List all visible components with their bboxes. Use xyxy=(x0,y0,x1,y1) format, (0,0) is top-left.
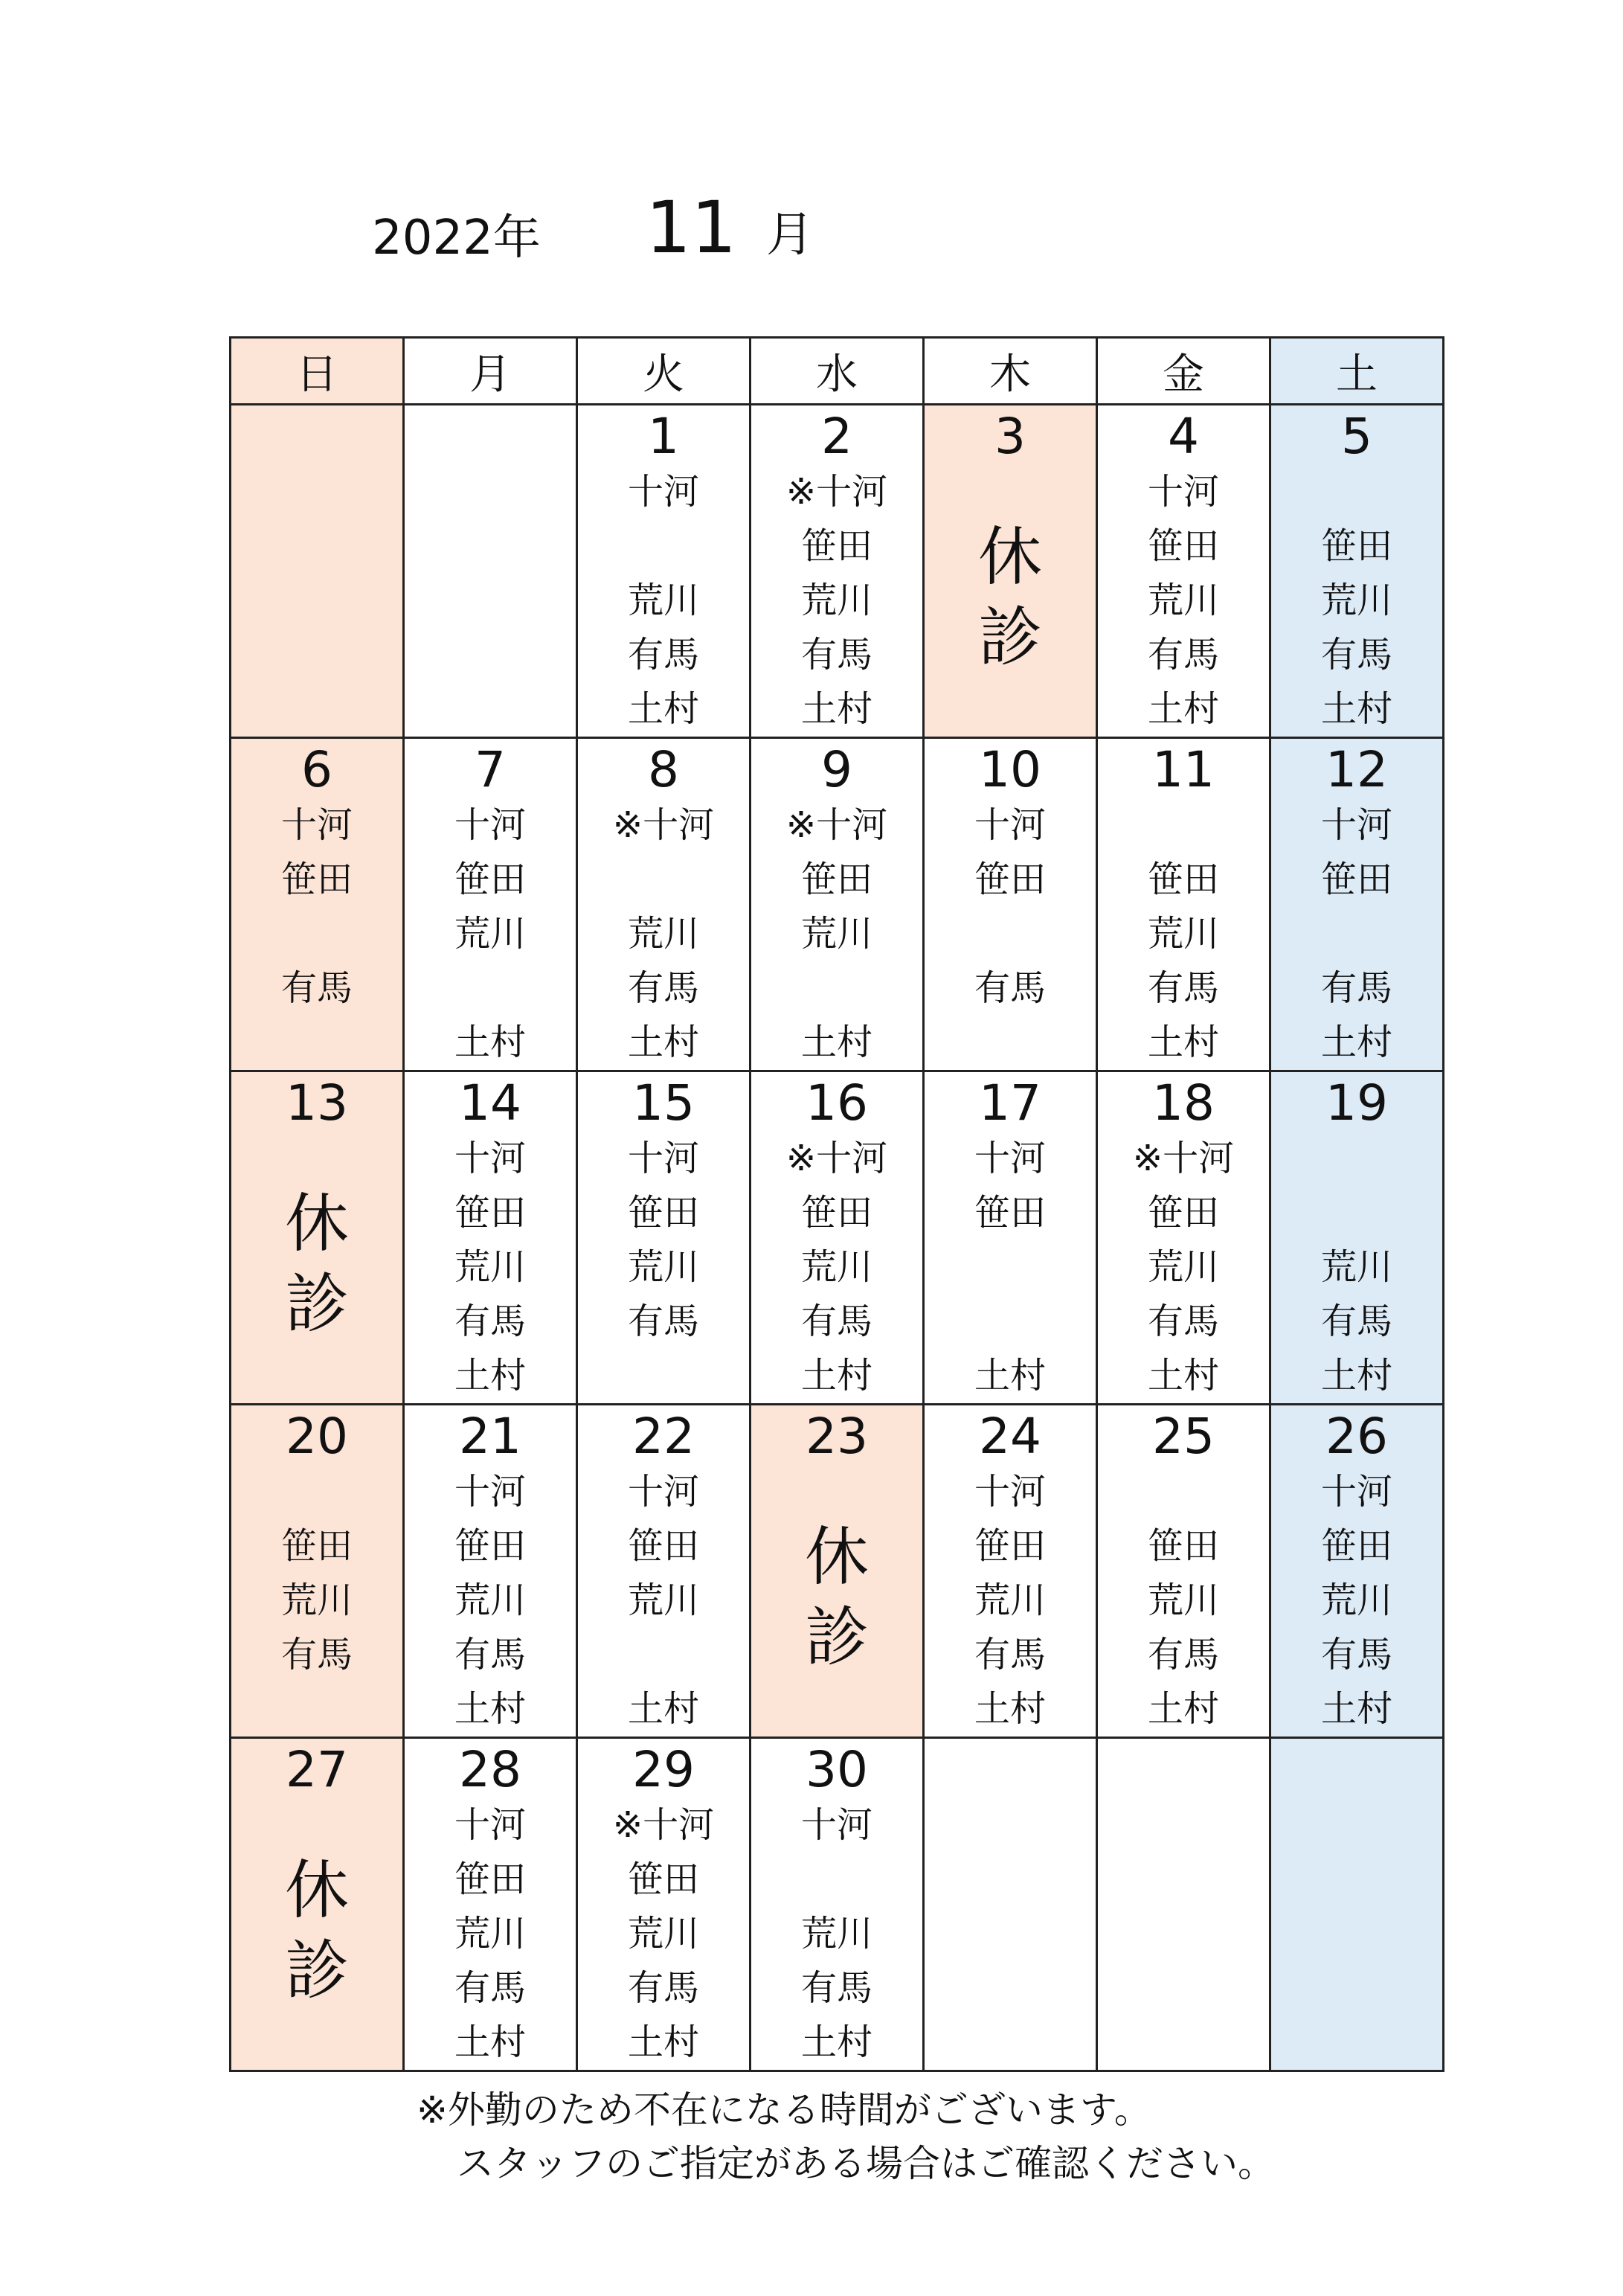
staff-name: 十河 xyxy=(454,1471,526,1513)
calendar-table xyxy=(229,336,1444,2072)
staff-name: 笹田 xyxy=(974,1525,1046,1567)
day-number: 4 xyxy=(1168,408,1199,465)
staff-name: 荒川 xyxy=(454,1913,526,1955)
staff-name: ※十河 xyxy=(785,804,888,846)
day-number: 7 xyxy=(475,741,506,798)
day-cell xyxy=(751,738,924,1071)
staff-name: 有馬 xyxy=(627,634,699,676)
day-cell xyxy=(231,405,404,738)
weekday-thursday: 木 xyxy=(924,338,1097,405)
week-row xyxy=(231,738,1444,1071)
staff-name: 土村 xyxy=(1147,1355,1219,1396)
day-cell xyxy=(231,1405,404,1738)
closed-char: 診 xyxy=(805,1600,869,1675)
staff-name: 有馬 xyxy=(454,1301,526,1342)
weekday-friday: 金 xyxy=(1097,338,1270,405)
week-row xyxy=(231,1405,1444,1738)
staff-name: 荒川 xyxy=(627,580,699,621)
staff-name: 有馬 xyxy=(627,967,699,1009)
weekday-wednesday: 水 xyxy=(751,338,924,405)
closed-char: 休 xyxy=(285,1187,349,1261)
day-number: 19 xyxy=(1325,1074,1388,1132)
staff-name: 有馬 xyxy=(454,1967,526,2009)
staff-name: 荒川 xyxy=(627,1246,699,1288)
staff-name: 荒川 xyxy=(974,1580,1046,1621)
staff-name: 笹田 xyxy=(974,1192,1046,1234)
staff-name: 笹田 xyxy=(1320,525,1392,567)
day-cell xyxy=(751,1405,924,1738)
footnote xyxy=(417,2083,1275,2190)
staff-name: 笹田 xyxy=(280,1525,353,1567)
staff-name: 十河 xyxy=(974,1138,1046,1179)
staff-name: 有馬 xyxy=(627,1967,699,2009)
staff-name: 土村 xyxy=(1147,688,1219,730)
staff-name: 土村 xyxy=(1320,1355,1392,1396)
closed-char: 休 xyxy=(285,1853,349,1928)
day-number: 30 xyxy=(806,1741,868,1798)
day-number: 10 xyxy=(979,741,1041,798)
staff-name: 土村 xyxy=(1320,688,1392,730)
staff-name: 荒川 xyxy=(1320,580,1392,621)
staff-name: 有馬 xyxy=(1147,967,1219,1009)
staff-name: 笹田 xyxy=(627,1859,699,1900)
day-cell xyxy=(1270,405,1444,738)
staff-name: 土村 xyxy=(800,2021,872,2063)
staff-name: 十河 xyxy=(627,471,699,513)
staff-name: 有馬 xyxy=(1147,1634,1219,1675)
staff-name xyxy=(1271,1132,1442,1186)
closed-label xyxy=(231,1184,402,1344)
staff-name: 十河 xyxy=(1320,804,1392,846)
staff-name: ※十河 xyxy=(785,471,888,513)
day-number: 16 xyxy=(806,1074,868,1132)
staff-name: 十河 xyxy=(800,1804,872,1846)
day-number: 11 xyxy=(1152,741,1215,798)
day-number: 2 xyxy=(821,408,852,465)
day-cell xyxy=(1097,405,1270,738)
staff-name xyxy=(578,1628,749,1682)
staff-name: 有馬 xyxy=(280,1634,353,1675)
day-cell xyxy=(231,738,404,1071)
staff-name: 有馬 xyxy=(974,1634,1046,1675)
day-cell xyxy=(231,1738,404,2071)
staff-name: ※十河 xyxy=(1132,1138,1235,1179)
staff-name: 笹田 xyxy=(800,1192,872,1234)
closed-label xyxy=(751,1517,922,1678)
staff-name xyxy=(1098,798,1269,853)
day-cell xyxy=(924,1405,1097,1738)
staff-name: 笹田 xyxy=(454,1859,526,1900)
staff-name xyxy=(751,1853,922,1907)
day-number: 17 xyxy=(979,1074,1041,1132)
staff-name xyxy=(231,1465,402,1519)
staff-name: ※十河 xyxy=(612,1804,715,1846)
staff-name: 笹田 xyxy=(1320,859,1392,900)
closed-label xyxy=(925,517,1096,678)
staff-name: ※十河 xyxy=(612,804,715,846)
staff-name: 土村 xyxy=(454,1022,526,1063)
day-number: 26 xyxy=(1325,1408,1388,1465)
staff-name xyxy=(751,961,922,1016)
day-cell xyxy=(404,1405,577,1738)
weekday-saturday: 土 xyxy=(1270,338,1444,405)
staff-name: 笹田 xyxy=(1320,1525,1392,1567)
closed-char: 休 xyxy=(805,1520,869,1594)
staff-name: 土村 xyxy=(627,1022,699,1063)
day-number: 28 xyxy=(459,1741,521,1798)
weekday-header-row xyxy=(231,338,1444,405)
staff-name: 笹田 xyxy=(280,859,353,900)
staff-name: 有馬 xyxy=(280,967,353,1009)
staff-name: 土村 xyxy=(1320,1688,1392,1730)
staff-name xyxy=(925,1240,1096,1295)
staff-name: 十河 xyxy=(280,804,353,846)
staff-name: 荒川 xyxy=(1147,1246,1219,1288)
staff-name xyxy=(231,1016,402,1070)
staff-name xyxy=(578,853,749,907)
staff-name: 荒川 xyxy=(1320,1246,1392,1288)
week-row xyxy=(231,1738,1444,2071)
day-cell xyxy=(1097,738,1270,1071)
staff-name xyxy=(1271,1186,1442,1240)
staff-name: 有馬 xyxy=(1320,634,1392,676)
day-cell xyxy=(404,1071,577,1405)
staff-name: 笹田 xyxy=(454,1525,526,1567)
day-cell xyxy=(577,1738,751,2071)
staff-name: 土村 xyxy=(974,1355,1046,1396)
staff-name: 土村 xyxy=(454,1688,526,1730)
staff-name xyxy=(578,1349,749,1403)
title-year: 2022年 xyxy=(372,211,541,266)
staff-name xyxy=(405,961,576,1016)
day-cell xyxy=(1097,1738,1270,2071)
staff-name: 有馬 xyxy=(1320,967,1392,1009)
staff-name: 笹田 xyxy=(800,859,872,900)
staff-name: 笹田 xyxy=(454,1192,526,1234)
day-number: 5 xyxy=(1341,408,1372,465)
staff-name: 土村 xyxy=(627,2021,699,2063)
staff-name: 笹田 xyxy=(454,859,526,900)
staff-name: 荒川 xyxy=(800,913,872,955)
staff-name: 土村 xyxy=(1320,1022,1392,1063)
day-number: 29 xyxy=(632,1741,695,1798)
closed-char: 休 xyxy=(978,520,1042,594)
day-cell xyxy=(1270,1071,1444,1405)
weekday-monday: 月 xyxy=(404,338,577,405)
day-number: 8 xyxy=(648,741,679,798)
day-number: 22 xyxy=(632,1408,695,1465)
day-number: 14 xyxy=(459,1074,521,1132)
day-cell xyxy=(577,738,751,1071)
staff-name: 土村 xyxy=(800,1355,872,1396)
day-cell xyxy=(924,405,1097,738)
staff-name xyxy=(925,1295,1096,1349)
footnote-line-2: スタッフのご指定がある場合はご確認ください。 xyxy=(457,2142,1275,2185)
staff-name: 十河 xyxy=(454,1138,526,1179)
staff-name: ※十河 xyxy=(785,1138,888,1179)
staff-name: 十河 xyxy=(1147,471,1219,513)
day-number: 24 xyxy=(979,1408,1041,1465)
day-cell xyxy=(1097,1071,1270,1405)
staff-name: 十河 xyxy=(974,804,1046,846)
weekday-sunday: 日 xyxy=(231,338,404,405)
staff-name: 笹田 xyxy=(800,525,872,567)
staff-name: 荒川 xyxy=(800,1913,872,1955)
staff-name xyxy=(1098,1465,1269,1519)
staff-name: 土村 xyxy=(1147,1022,1219,1063)
staff-name: 荒川 xyxy=(627,1913,699,1955)
staff-name: 土村 xyxy=(627,1688,699,1730)
day-cell xyxy=(751,1738,924,2071)
day-cell xyxy=(1097,1405,1270,1738)
day-cell xyxy=(577,1405,751,1738)
staff-name: 有馬 xyxy=(627,1301,699,1342)
day-cell xyxy=(751,1071,924,1405)
day-number: 15 xyxy=(632,1074,695,1132)
day-number: 18 xyxy=(1152,1074,1215,1132)
staff-name: 荒川 xyxy=(280,1580,353,1621)
staff-name: 荒川 xyxy=(627,913,699,955)
staff-name: 荒川 xyxy=(1320,1580,1392,1621)
staff-name: 笹田 xyxy=(1147,859,1219,900)
closed-label xyxy=(231,1850,402,2011)
staff-name: 土村 xyxy=(974,1688,1046,1730)
staff-name: 笹田 xyxy=(627,1525,699,1567)
staff-name: 有馬 xyxy=(800,1967,872,2009)
staff-name: 荒川 xyxy=(800,580,872,621)
day-number: 13 xyxy=(286,1074,348,1132)
day-number: 3 xyxy=(994,408,1026,465)
staff-name: 十河 xyxy=(627,1138,699,1179)
day-cell xyxy=(231,1071,404,1405)
staff-name: 荒川 xyxy=(454,913,526,955)
staff-name xyxy=(231,907,402,961)
staff-name: 有馬 xyxy=(974,967,1046,1009)
staff-name: 笹田 xyxy=(627,1192,699,1234)
staff-name xyxy=(925,907,1096,961)
day-number: 1 xyxy=(648,408,679,465)
week-row xyxy=(231,405,1444,738)
staff-name xyxy=(1271,465,1442,519)
staff-name: 荒川 xyxy=(454,1246,526,1288)
day-number: 6 xyxy=(301,741,332,798)
staff-name: 笹田 xyxy=(974,859,1046,900)
staff-name: 十河 xyxy=(454,1804,526,1846)
staff-name: 土村 xyxy=(800,688,872,730)
day-number: 9 xyxy=(821,741,852,798)
staff-name: 荒川 xyxy=(800,1246,872,1288)
day-number: 20 xyxy=(286,1408,348,1465)
staff-name xyxy=(231,1682,402,1737)
staff-name: 土村 xyxy=(627,688,699,730)
staff-name: 土村 xyxy=(800,1022,872,1063)
staff-name: 土村 xyxy=(454,2021,526,2063)
day-cell xyxy=(404,405,577,738)
title-month: 11 xyxy=(646,186,737,269)
day-cell xyxy=(577,1071,751,1405)
closed-char: 診 xyxy=(285,1267,349,1341)
staff-name xyxy=(925,1016,1096,1070)
staff-name: 荒川 xyxy=(1147,1580,1219,1621)
staff-name: 有馬 xyxy=(800,634,872,676)
staff-name: 荒川 xyxy=(454,1580,526,1621)
staff-name: 土村 xyxy=(454,1355,526,1396)
day-cell xyxy=(751,405,924,738)
day-number: 25 xyxy=(1152,1408,1215,1465)
staff-name: 有馬 xyxy=(454,1634,526,1675)
staff-name: 土村 xyxy=(1147,1688,1219,1730)
staff-name xyxy=(1271,907,1442,961)
staff-name: 荒川 xyxy=(1147,913,1219,955)
staff-name: 荒川 xyxy=(1147,580,1219,621)
day-cell xyxy=(924,738,1097,1071)
day-cell xyxy=(1270,1738,1444,2071)
staff-name: 十河 xyxy=(454,804,526,846)
staff-name: 有馬 xyxy=(1320,1634,1392,1675)
weekday-tuesday: 火 xyxy=(577,338,751,405)
staff-name: 有馬 xyxy=(1147,634,1219,676)
staff-name: 笹田 xyxy=(1147,525,1219,567)
day-number: 23 xyxy=(806,1408,868,1465)
week-row xyxy=(231,1071,1444,1405)
staff-name: 有馬 xyxy=(1320,1301,1392,1342)
title-month-unit: 月 xyxy=(766,208,814,263)
closed-char: 診 xyxy=(978,600,1042,675)
staff-name: 十河 xyxy=(974,1471,1046,1513)
day-number: 21 xyxy=(459,1408,521,1465)
day-cell xyxy=(577,405,751,738)
staff-name: 笹田 xyxy=(1147,1192,1219,1234)
day-number: 12 xyxy=(1325,741,1388,798)
day-cell xyxy=(924,1071,1097,1405)
footnote-line-1: ※外勤のため不在になる時間がございます。 xyxy=(417,2088,1151,2132)
day-cell xyxy=(404,738,577,1071)
staff-name: 有馬 xyxy=(800,1301,872,1342)
day-cell xyxy=(404,1738,577,2071)
day-number: 27 xyxy=(286,1741,348,1798)
staff-name: 笹田 xyxy=(1147,1525,1219,1567)
staff-name: 荒川 xyxy=(627,1580,699,1621)
day-cell xyxy=(1270,1405,1444,1738)
staff-name: 有馬 xyxy=(1147,1301,1219,1342)
staff-name: 十河 xyxy=(1320,1471,1392,1513)
staff-name: 十河 xyxy=(627,1471,699,1513)
staff-name xyxy=(578,519,749,574)
closed-char: 診 xyxy=(285,1934,349,2008)
day-cell xyxy=(1270,738,1444,1071)
day-cell xyxy=(924,1738,1097,2071)
